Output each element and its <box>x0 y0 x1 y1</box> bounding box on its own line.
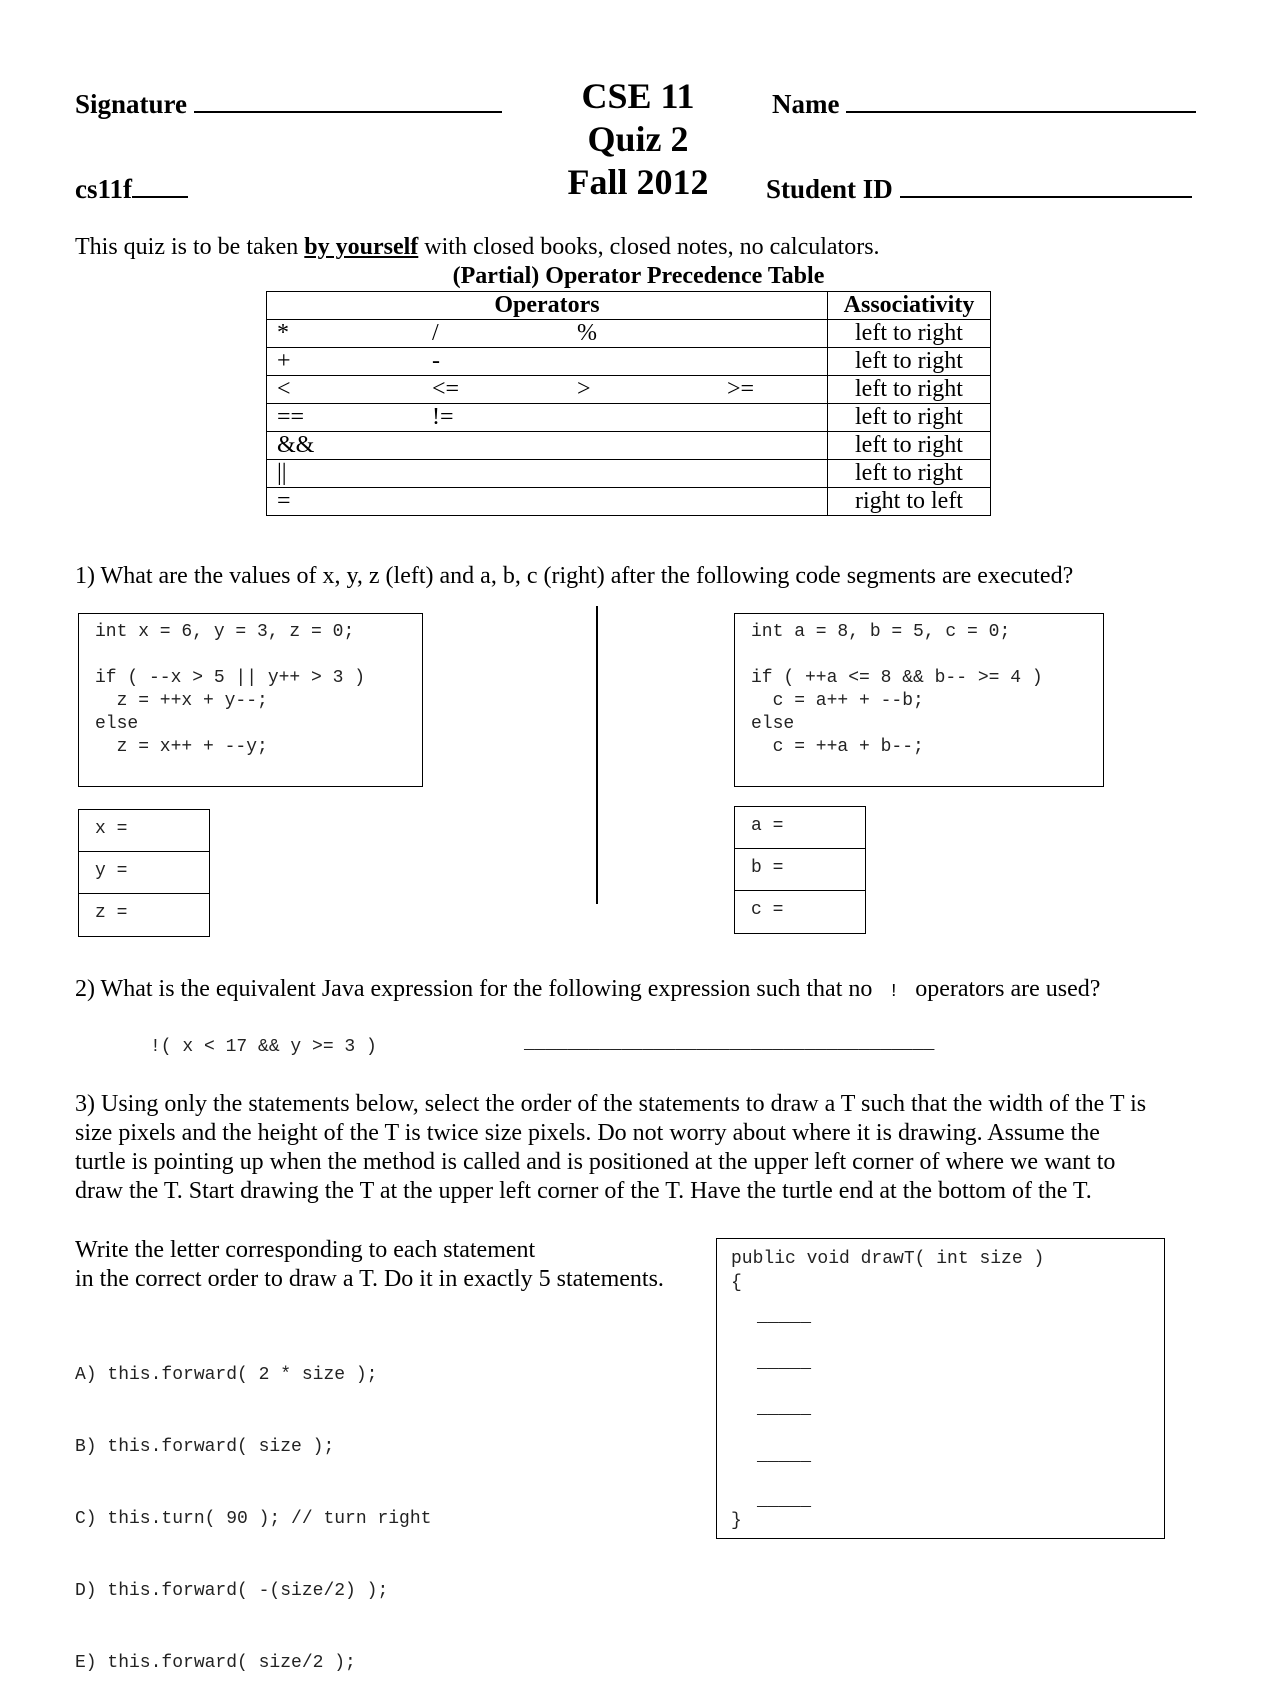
blank-2[interactable]: _____ <box>757 1353 812 1373</box>
answer-b[interactable]: b = <box>735 849 865 891</box>
associativity-cell: right to left <box>828 488 991 516</box>
method-signature: public void drawT( int size ) <box>731 1249 1045 1269</box>
blank-3[interactable]: _____ <box>757 1399 812 1419</box>
operator-symbol: = <box>277 488 291 514</box>
statement-a: A) this.forward( 2 * size ); <box>75 1365 378 1385</box>
precedence-row <box>267 376 991 404</box>
intro-text <box>75 233 880 262</box>
signature-line[interactable] <box>194 83 502 113</box>
operator-symbol: * <box>277 320 289 346</box>
operator-symbol: != <box>432 404 454 430</box>
operators-header: Operators <box>267 292 828 320</box>
q3-paragraph-line-3: turtle is pointing up when the method is called and is positioned at the upper left corner of where we want to <box>75 1149 1116 1175</box>
table-header-row <box>267 292 991 320</box>
q1-right-code-box <box>734 613 1104 787</box>
name-field <box>772 83 1196 120</box>
q1-left-answer-box <box>78 809 210 937</box>
answer-x[interactable]: x = <box>79 810 209 852</box>
precedence-table <box>266 291 991 516</box>
name-label: Name <box>772 89 840 119</box>
associativity-cell: left to right <box>828 348 991 376</box>
q1-left-code-box <box>78 613 423 787</box>
operator-symbol: % <box>577 320 597 346</box>
associativity-cell: left to right <box>828 376 991 404</box>
login-field <box>75 168 188 205</box>
intro-emphasis: by yourself <box>304 234 419 260</box>
associativity-cell: left to right <box>828 404 991 432</box>
operator-symbol: / <box>432 320 439 346</box>
operators-cell <box>267 460 828 488</box>
intro-prefix: This quiz is to be taken <box>75 234 305 260</box>
operator-symbol: >= <box>727 376 755 402</box>
operator-symbol: == <box>277 404 305 430</box>
student-id-field <box>766 168 1192 205</box>
q2-prompt-operator: ! <box>888 982 900 1002</box>
signature-label: Signature <box>75 89 188 119</box>
answer-a[interactable]: a = <box>735 807 865 849</box>
answer-c[interactable]: c = <box>751 900 784 920</box>
q1-right-answer-box <box>734 806 866 934</box>
login-line[interactable] <box>132 168 188 198</box>
q3-paragraph-line-1: 3) Using only the statements below, select the order of the statements to draw a T such that the width of the T is <box>75 1091 1147 1117</box>
operators-cell <box>267 488 828 516</box>
q2-answer-line[interactable]: ______________________________________ <box>524 1034 935 1054</box>
statement-e: E) this.forward( size/2 ); <box>75 1653 356 1673</box>
student-id-line[interactable] <box>900 168 1192 198</box>
quiz-title: Quiz 2 <box>587 119 689 159</box>
blank-5[interactable]: _____ <box>757 1491 812 1511</box>
open-brace: { <box>731 1273 742 1293</box>
precedence-row <box>267 404 991 432</box>
operator-symbol: > <box>577 376 591 402</box>
associativity-cell: left to right <box>828 460 991 488</box>
operator-symbol: - <box>432 348 440 374</box>
precedence-row <box>267 348 991 376</box>
q3-instructions <box>75 1236 664 1294</box>
associativity-cell: left to right <box>828 432 991 460</box>
statement-c: C) this.turn( 90 ); // turn right <box>75 1509 432 1529</box>
q3-paragraph-line-4: draw the T. Start drawing the T at the upper left corner of the T. Have the turtle end at the bottom of the T. <box>75 1178 1092 1204</box>
operators-cell <box>267 320 828 348</box>
student-id-label: Student ID <box>766 174 893 204</box>
login-label: cs11f <box>75 174 132 204</box>
q2-prompt-suffix: operators are used? <box>915 976 1101 1002</box>
operator-symbol: && <box>277 432 315 458</box>
associativity-cell: left to right <box>828 320 991 348</box>
precedence-row <box>267 320 991 348</box>
operator-symbol: || <box>277 460 287 486</box>
operators-cell <box>267 348 828 376</box>
term-title: Fall 2012 <box>567 162 709 202</box>
associativity-header: Associativity <box>828 292 991 320</box>
name-line[interactable] <box>846 83 1196 113</box>
q1-divider <box>596 606 598 904</box>
answer-y[interactable]: y = <box>79 852 209 894</box>
q2-prompt-prefix: 2) What is the equivalent Java expression for the following expression such that no <box>75 976 873 1002</box>
q1-left-code: int x = 6, y = 3, z = 0; if ( --x > 5 || y++ > 3 ) z = ++x + y--; else z = x++ + --y; <box>95 622 366 757</box>
precedence-row <box>267 460 991 488</box>
q2-expression: !( x < 17 && y >= 3 ) <box>150 1037 377 1057</box>
precedence-row <box>267 488 991 516</box>
q1-prompt: 1) What are the values of x, y, z (left) and a, b, c (right) after the following code segments are executed? <box>75 563 1074 589</box>
blank-1[interactable]: _____ <box>757 1307 812 1327</box>
precedence-row <box>267 432 991 460</box>
operator-symbol: < <box>277 376 291 402</box>
q3-paragraph <box>75 1090 1146 1206</box>
operator-symbol: <= <box>432 376 460 402</box>
signature-field <box>75 83 502 120</box>
q3-paragraph-line-2: size pixels and the height of the T is twice size pixels. Do not worry about where it is drawing. Assume the <box>75 1120 1100 1146</box>
operators-cell <box>267 432 828 460</box>
operators-cell <box>267 404 828 432</box>
operator-symbol: + <box>277 348 291 374</box>
q1-right-code: int a = 8, b = 5, c = 0; if ( ++a <= 8 && b-- >= 4 ) c = a++ + --b; else c = ++a + b--; <box>751 622 1043 757</box>
q3-method-box <box>716 1238 1165 1539</box>
intro-suffix: with closed books, closed notes, no calculators. <box>418 234 880 260</box>
operators-cell <box>267 376 828 404</box>
statement-d: D) this.forward( -(size/2) ); <box>75 1581 389 1601</box>
q3-statements <box>75 1315 431 1699</box>
q2-prompt <box>75 975 1100 1007</box>
table-title: (Partial) Operator Precedence Table <box>452 263 825 289</box>
q3-instructions-line-2: in the correct order to draw a T. Do it in exactly 5 statements. <box>75 1266 664 1292</box>
q3-instructions-line-1: Write the letter corresponding to each statement <box>75 1237 536 1263</box>
statement-b: B) this.forward( size ); <box>75 1437 335 1457</box>
answer-z[interactable]: z = <box>95 903 128 923</box>
course-title: CSE 11 <box>581 76 695 116</box>
blank-4[interactable]: _____ <box>757 1446 812 1466</box>
close-brace: } <box>731 1511 742 1531</box>
